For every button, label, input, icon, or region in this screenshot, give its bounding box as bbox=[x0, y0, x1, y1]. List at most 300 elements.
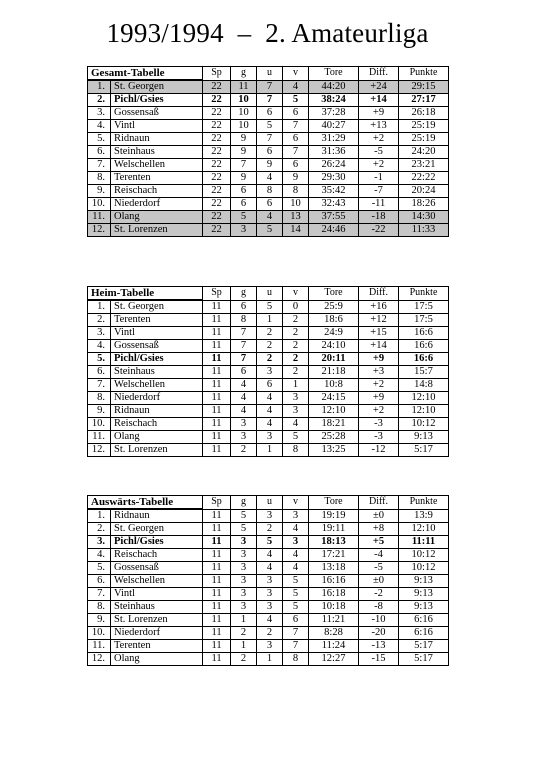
rank-cell: 1. bbox=[88, 509, 111, 523]
sp-cell: 11 bbox=[203, 588, 231, 601]
page-title: 1993/1994 – 2. Amateurliga bbox=[106, 18, 429, 48]
tore-cell: 32:43 bbox=[309, 198, 359, 211]
sp-cell: 22 bbox=[203, 159, 231, 172]
team-cell: Pichl/Gsies bbox=[111, 94, 203, 107]
punkte-cell: 16:6 bbox=[399, 340, 449, 353]
v-cell: 5 bbox=[283, 601, 309, 614]
g-cell: 1 bbox=[231, 640, 257, 653]
rank-cell: 3. bbox=[88, 107, 111, 120]
rank-cell: 10. bbox=[88, 627, 111, 640]
u-cell: 1 bbox=[257, 314, 283, 327]
u-cell: 7 bbox=[257, 133, 283, 146]
sp-cell: 11 bbox=[203, 614, 231, 627]
team-cell: St. Lorenzen bbox=[111, 224, 203, 237]
u-cell: 6 bbox=[257, 379, 283, 392]
v-cell: 5 bbox=[283, 588, 309, 601]
sp-cell: 11 bbox=[203, 405, 231, 418]
tore-cell: 10:8 bbox=[309, 379, 359, 392]
g-cell: 4 bbox=[231, 392, 257, 405]
punkte-cell: 20:24 bbox=[399, 185, 449, 198]
team-cell: Niederdorf bbox=[111, 198, 203, 211]
sp-cell: 11 bbox=[203, 392, 231, 405]
u-cell: 2 bbox=[257, 353, 283, 366]
tore-cell: 37:55 bbox=[309, 211, 359, 224]
table-row bbox=[88, 80, 449, 94]
tore-cell: 10:18 bbox=[309, 601, 359, 614]
u-cell: 3 bbox=[257, 366, 283, 379]
punkte-cell: 10:12 bbox=[399, 562, 449, 575]
g-cell: 3 bbox=[231, 536, 257, 549]
rank-cell: 7. bbox=[88, 379, 111, 392]
v-cell: 6 bbox=[283, 614, 309, 627]
g-cell: 3 bbox=[231, 562, 257, 575]
u-cell: 2 bbox=[257, 327, 283, 340]
v-cell: 3 bbox=[283, 536, 309, 549]
v-cell: 0 bbox=[283, 300, 309, 314]
tore-cell: 24:9 bbox=[309, 327, 359, 340]
g-cell: 8 bbox=[231, 314, 257, 327]
punkte-cell: 6:16 bbox=[399, 614, 449, 627]
column-header-tore: Tore bbox=[309, 496, 359, 510]
table-row bbox=[88, 562, 449, 575]
table-row bbox=[88, 133, 449, 146]
rank-cell: 3. bbox=[88, 327, 111, 340]
table-row bbox=[88, 198, 449, 211]
sp-cell: 22 bbox=[203, 172, 231, 185]
rank-cell: 5. bbox=[88, 562, 111, 575]
column-header-punkte: Punkte bbox=[399, 287, 449, 301]
table-row bbox=[88, 314, 449, 327]
punkte-cell: 11:33 bbox=[399, 224, 449, 237]
table-row bbox=[88, 444, 449, 457]
punkte-cell: 24:20 bbox=[399, 146, 449, 159]
punkte-cell: 9:13 bbox=[399, 431, 449, 444]
v-cell: 7 bbox=[283, 146, 309, 159]
table-row bbox=[88, 300, 449, 314]
tore-cell: 24:46 bbox=[309, 224, 359, 237]
tore-cell: 31:36 bbox=[309, 146, 359, 159]
g-cell: 5 bbox=[231, 211, 257, 224]
column-header-punkte: Punkte bbox=[399, 496, 449, 510]
v-cell: 6 bbox=[283, 159, 309, 172]
v-cell: 9 bbox=[283, 172, 309, 185]
punkte-cell: 5:17 bbox=[399, 640, 449, 653]
diff-cell: ±0 bbox=[359, 509, 399, 523]
tore-cell: 19:19 bbox=[309, 509, 359, 523]
table-name: Auswärts-Tabelle bbox=[88, 496, 203, 510]
diff-cell: -18 bbox=[359, 211, 399, 224]
g-cell: 6 bbox=[231, 198, 257, 211]
column-header-sp: Sp bbox=[203, 287, 231, 301]
u-cell: 1 bbox=[257, 653, 283, 666]
rank-cell: 1. bbox=[88, 80, 111, 94]
table-row bbox=[88, 353, 449, 366]
punkte-cell: 17:5 bbox=[399, 300, 449, 314]
u-cell: 2 bbox=[257, 627, 283, 640]
g-cell: 10 bbox=[231, 120, 257, 133]
team-cell: Steinhaus bbox=[111, 601, 203, 614]
punkte-cell: 13:9 bbox=[399, 509, 449, 523]
diff-cell: -10 bbox=[359, 614, 399, 627]
column-header-u: u bbox=[257, 287, 283, 301]
v-cell: 8 bbox=[283, 185, 309, 198]
tore-cell: 19:11 bbox=[309, 523, 359, 536]
table-row bbox=[88, 653, 449, 666]
team-cell: Reischach bbox=[111, 549, 203, 562]
punkte-cell: 10:12 bbox=[399, 549, 449, 562]
diff-cell: ±0 bbox=[359, 575, 399, 588]
v-cell: 7 bbox=[283, 627, 309, 640]
rank-cell: 7. bbox=[88, 588, 111, 601]
u-cell: 4 bbox=[257, 614, 283, 627]
sp-cell: 22 bbox=[203, 146, 231, 159]
team-cell: Vintl bbox=[111, 327, 203, 340]
v-cell: 6 bbox=[283, 107, 309, 120]
diff-cell: -5 bbox=[359, 562, 399, 575]
u-cell: 3 bbox=[257, 588, 283, 601]
column-header-v: v bbox=[283, 287, 309, 301]
tore-cell: 18:21 bbox=[309, 418, 359, 431]
team-cell: Steinhaus bbox=[111, 146, 203, 159]
g-cell: 2 bbox=[231, 444, 257, 457]
team-cell: St. Georgen bbox=[111, 80, 203, 94]
rank-cell: 4. bbox=[88, 549, 111, 562]
tore-cell: 25:28 bbox=[309, 431, 359, 444]
table-row bbox=[88, 211, 449, 224]
diff-cell: -3 bbox=[359, 431, 399, 444]
v-cell: 3 bbox=[283, 405, 309, 418]
rank-cell: 11. bbox=[88, 431, 111, 444]
punkte-cell: 12:10 bbox=[399, 523, 449, 536]
v-cell: 4 bbox=[283, 418, 309, 431]
team-cell: Welschellen bbox=[111, 575, 203, 588]
sp-cell: 22 bbox=[203, 185, 231, 198]
g-cell: 3 bbox=[231, 224, 257, 237]
u-cell: 4 bbox=[257, 172, 283, 185]
punkte-cell: 9:13 bbox=[399, 575, 449, 588]
v-cell: 4 bbox=[283, 523, 309, 536]
tore-cell: 13:25 bbox=[309, 444, 359, 457]
rank-cell: 9. bbox=[88, 185, 111, 198]
v-cell: 14 bbox=[283, 224, 309, 237]
v-cell: 10 bbox=[283, 198, 309, 211]
punkte-cell: 26:18 bbox=[399, 107, 449, 120]
rank-cell: 4. bbox=[88, 120, 111, 133]
diff-cell: +12 bbox=[359, 314, 399, 327]
table-header-row bbox=[88, 496, 449, 510]
diff-cell: +3 bbox=[359, 366, 399, 379]
team-cell: Niederdorf bbox=[111, 392, 203, 405]
table-name: Heim-Tabelle bbox=[88, 287, 203, 301]
g-cell: 3 bbox=[231, 431, 257, 444]
tore-cell: 8:28 bbox=[309, 627, 359, 640]
punkte-cell: 16:6 bbox=[399, 353, 449, 366]
rank-cell: 11. bbox=[88, 640, 111, 653]
team-cell: Olang bbox=[111, 211, 203, 224]
u-cell: 2 bbox=[257, 340, 283, 353]
tore-cell: 16:18 bbox=[309, 588, 359, 601]
diff-cell: -22 bbox=[359, 224, 399, 237]
diff-cell: +2 bbox=[359, 133, 399, 146]
table-row bbox=[88, 405, 449, 418]
punkte-cell: 14:8 bbox=[399, 379, 449, 392]
sp-cell: 22 bbox=[203, 120, 231, 133]
g-cell: 9 bbox=[231, 146, 257, 159]
rank-cell: 1. bbox=[88, 300, 111, 314]
table-name: Gesamt-Tabelle bbox=[88, 67, 203, 81]
tore-cell: 26:24 bbox=[309, 159, 359, 172]
table-header-row bbox=[88, 287, 449, 301]
table-row bbox=[88, 224, 449, 237]
team-cell: Ridnaun bbox=[111, 405, 203, 418]
column-header-g: g bbox=[231, 67, 257, 81]
table-row bbox=[88, 379, 449, 392]
punkte-cell: 15:7 bbox=[399, 366, 449, 379]
punkte-cell: 18:26 bbox=[399, 198, 449, 211]
u-cell: 7 bbox=[257, 94, 283, 107]
rank-cell: 12. bbox=[88, 653, 111, 666]
g-cell: 6 bbox=[231, 185, 257, 198]
team-cell: Vintl bbox=[111, 588, 203, 601]
punkte-cell: 12:10 bbox=[399, 392, 449, 405]
v-cell: 2 bbox=[283, 314, 309, 327]
g-cell: 10 bbox=[231, 94, 257, 107]
tore-cell: 25:9 bbox=[309, 300, 359, 314]
sp-cell: 22 bbox=[203, 224, 231, 237]
u-cell: 4 bbox=[257, 562, 283, 575]
sp-cell: 11 bbox=[203, 327, 231, 340]
punkte-cell: 5:17 bbox=[399, 444, 449, 457]
g-cell: 7 bbox=[231, 327, 257, 340]
v-cell: 2 bbox=[283, 327, 309, 340]
u-cell: 4 bbox=[257, 405, 283, 418]
g-cell: 6 bbox=[231, 300, 257, 314]
diff-cell: -11 bbox=[359, 198, 399, 211]
punkte-cell: 16:6 bbox=[399, 327, 449, 340]
u-cell: 6 bbox=[257, 107, 283, 120]
rank-cell: 8. bbox=[88, 392, 111, 405]
sp-cell: 11 bbox=[203, 431, 231, 444]
diff-cell: -13 bbox=[359, 640, 399, 653]
diff-cell: -4 bbox=[359, 549, 399, 562]
diff-cell: +9 bbox=[359, 107, 399, 120]
diff-cell: +2 bbox=[359, 405, 399, 418]
team-cell: Olang bbox=[111, 653, 203, 666]
column-header-g: g bbox=[231, 287, 257, 301]
punkte-cell: 29:15 bbox=[399, 80, 449, 94]
sp-cell: 22 bbox=[203, 107, 231, 120]
column-header-tore: Tore bbox=[309, 287, 359, 301]
tore-cell: 12:27 bbox=[309, 653, 359, 666]
v-cell: 8 bbox=[283, 444, 309, 457]
auswaerts-table bbox=[87, 495, 449, 666]
sp-cell: 11 bbox=[203, 523, 231, 536]
table-row bbox=[88, 418, 449, 431]
diff-cell: -3 bbox=[359, 418, 399, 431]
v-cell: 7 bbox=[283, 640, 309, 653]
v-cell: 4 bbox=[283, 562, 309, 575]
team-cell: Vintl bbox=[111, 120, 203, 133]
team-cell: St. Lorenzen bbox=[111, 614, 203, 627]
tore-cell: 11:24 bbox=[309, 640, 359, 653]
team-cell: Welschellen bbox=[111, 159, 203, 172]
team-cell: Gossensaß bbox=[111, 340, 203, 353]
punkte-cell: 12:10 bbox=[399, 405, 449, 418]
team-cell: Steinhaus bbox=[111, 366, 203, 379]
table-row bbox=[88, 107, 449, 120]
sp-cell: 11 bbox=[203, 314, 231, 327]
diff-cell: +14 bbox=[359, 340, 399, 353]
g-cell: 9 bbox=[231, 133, 257, 146]
sp-cell: 11 bbox=[203, 549, 231, 562]
v-cell: 3 bbox=[283, 392, 309, 405]
rank-cell: 6. bbox=[88, 366, 111, 379]
u-cell: 4 bbox=[257, 392, 283, 405]
u-cell: 8 bbox=[257, 185, 283, 198]
rank-cell: 6. bbox=[88, 146, 111, 159]
rank-cell: 2. bbox=[88, 94, 111, 107]
sp-cell: 22 bbox=[203, 211, 231, 224]
g-cell: 7 bbox=[231, 159, 257, 172]
punkte-cell: 6:16 bbox=[399, 627, 449, 640]
u-cell: 4 bbox=[257, 418, 283, 431]
v-cell: 6 bbox=[283, 133, 309, 146]
column-header-u: u bbox=[257, 496, 283, 510]
diff-cell: -5 bbox=[359, 146, 399, 159]
punkte-cell: 17:5 bbox=[399, 314, 449, 327]
column-header-diff: Diff. bbox=[359, 287, 399, 301]
rank-cell: 3. bbox=[88, 536, 111, 549]
table-row bbox=[88, 588, 449, 601]
table-header-row bbox=[88, 67, 449, 81]
diff-cell: -15 bbox=[359, 653, 399, 666]
sp-cell: 11 bbox=[203, 444, 231, 457]
g-cell: 2 bbox=[231, 653, 257, 666]
column-header-sp: Sp bbox=[203, 496, 231, 510]
diff-cell: +8 bbox=[359, 523, 399, 536]
sp-cell: 11 bbox=[203, 379, 231, 392]
g-cell: 5 bbox=[231, 523, 257, 536]
u-cell: 1 bbox=[257, 444, 283, 457]
g-cell: 6 bbox=[231, 366, 257, 379]
table-row bbox=[88, 601, 449, 614]
tore-cell: 37:28 bbox=[309, 107, 359, 120]
g-cell: 3 bbox=[231, 588, 257, 601]
rank-cell: 12. bbox=[88, 224, 111, 237]
g-cell: 3 bbox=[231, 575, 257, 588]
rank-cell: 9. bbox=[88, 614, 111, 627]
v-cell: 4 bbox=[283, 549, 309, 562]
team-cell: Pichl/Gsies bbox=[111, 536, 203, 549]
u-cell: 3 bbox=[257, 575, 283, 588]
rank-cell: 4. bbox=[88, 340, 111, 353]
u-cell: 9 bbox=[257, 159, 283, 172]
v-cell: 8 bbox=[283, 653, 309, 666]
punkte-cell: 11:11 bbox=[399, 536, 449, 549]
tore-cell: 11:21 bbox=[309, 614, 359, 627]
table-row bbox=[88, 327, 449, 340]
column-header-diff: Diff. bbox=[359, 67, 399, 81]
sp-cell: 22 bbox=[203, 80, 231, 94]
g-cell: 3 bbox=[231, 549, 257, 562]
g-cell: 4 bbox=[231, 405, 257, 418]
punkte-cell: 22:22 bbox=[399, 172, 449, 185]
sp-cell: 11 bbox=[203, 562, 231, 575]
column-header-punkte: Punkte bbox=[399, 67, 449, 81]
tore-cell: 18:13 bbox=[309, 536, 359, 549]
u-cell: 5 bbox=[257, 224, 283, 237]
punkte-cell: 9:13 bbox=[399, 601, 449, 614]
g-cell: 10 bbox=[231, 107, 257, 120]
punkte-cell: 25:19 bbox=[399, 133, 449, 146]
sp-cell: 22 bbox=[203, 133, 231, 146]
tore-cell: 24:15 bbox=[309, 392, 359, 405]
tore-cell: 13:18 bbox=[309, 562, 359, 575]
tore-cell: 12:10 bbox=[309, 405, 359, 418]
rank-cell: 5. bbox=[88, 353, 111, 366]
column-header-g: g bbox=[231, 496, 257, 510]
diff-cell: -7 bbox=[359, 185, 399, 198]
sp-cell: 22 bbox=[203, 198, 231, 211]
v-cell: 7 bbox=[283, 120, 309, 133]
gesamt-table bbox=[87, 66, 449, 237]
sp-cell: 11 bbox=[203, 640, 231, 653]
team-cell: Reischach bbox=[111, 185, 203, 198]
tore-cell: 31:29 bbox=[309, 133, 359, 146]
sp-cell: 11 bbox=[203, 653, 231, 666]
table-row bbox=[88, 627, 449, 640]
punkte-cell: 23:21 bbox=[399, 159, 449, 172]
column-header-u: u bbox=[257, 67, 283, 81]
team-cell: Terenten bbox=[111, 314, 203, 327]
rank-cell: 7. bbox=[88, 159, 111, 172]
u-cell: 6 bbox=[257, 146, 283, 159]
table-row bbox=[88, 509, 449, 523]
sp-cell: 22 bbox=[203, 94, 231, 107]
tore-cell: 20:11 bbox=[309, 353, 359, 366]
v-cell: 2 bbox=[283, 353, 309, 366]
table-row bbox=[88, 431, 449, 444]
table-row bbox=[88, 185, 449, 198]
g-cell: 7 bbox=[231, 353, 257, 366]
g-cell: 1 bbox=[231, 614, 257, 627]
diff-cell: -2 bbox=[359, 588, 399, 601]
diff-cell: +2 bbox=[359, 159, 399, 172]
team-cell: St. Lorenzen bbox=[111, 444, 203, 457]
tore-cell: 38:24 bbox=[309, 94, 359, 107]
team-cell: Terenten bbox=[111, 172, 203, 185]
u-cell: 5 bbox=[257, 536, 283, 549]
diff-cell: +9 bbox=[359, 353, 399, 366]
u-cell: 3 bbox=[257, 640, 283, 653]
sp-cell: 11 bbox=[203, 627, 231, 640]
team-cell: Pichl/Gsies bbox=[111, 353, 203, 366]
tore-cell: 16:16 bbox=[309, 575, 359, 588]
sp-cell: 11 bbox=[203, 340, 231, 353]
v-cell: 2 bbox=[283, 366, 309, 379]
sp-cell: 11 bbox=[203, 366, 231, 379]
table-row bbox=[88, 549, 449, 562]
u-cell: 5 bbox=[257, 120, 283, 133]
u-cell: 7 bbox=[257, 80, 283, 94]
rank-cell: 8. bbox=[88, 172, 111, 185]
diff-cell: -8 bbox=[359, 601, 399, 614]
diff-cell: +15 bbox=[359, 327, 399, 340]
punkte-cell: 27:17 bbox=[399, 94, 449, 107]
diff-cell: +13 bbox=[359, 120, 399, 133]
sp-cell: 11 bbox=[203, 536, 231, 549]
table-row bbox=[88, 523, 449, 536]
